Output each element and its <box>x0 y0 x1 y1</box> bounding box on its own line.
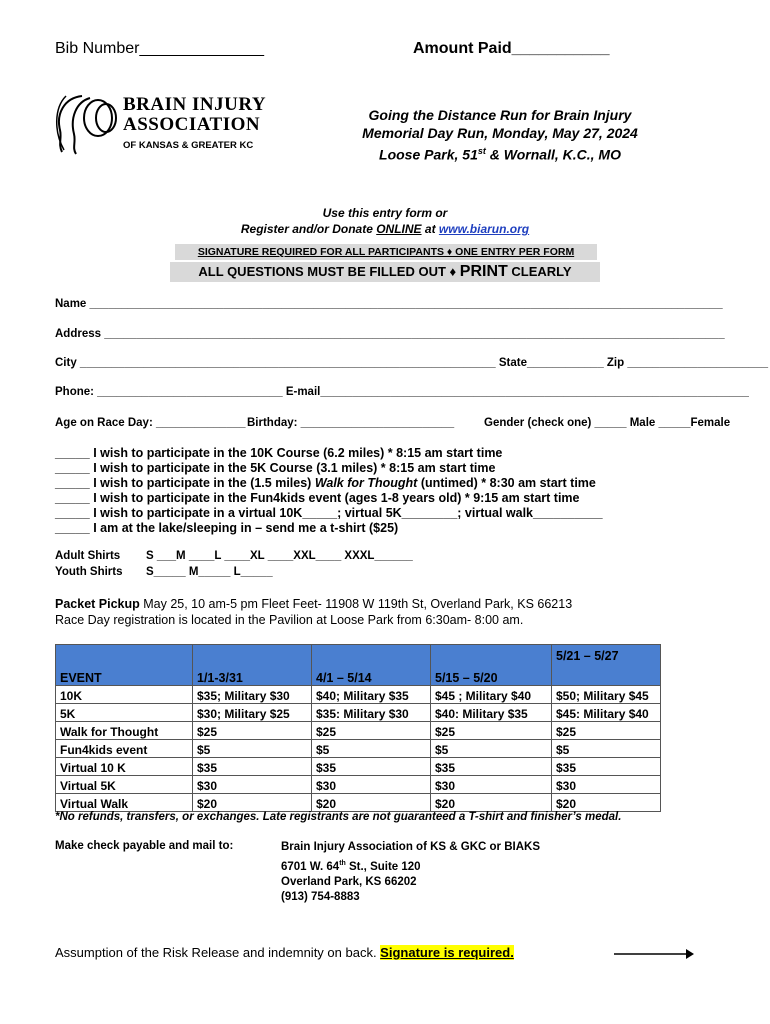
option-5k: _____ I wish to participate in the 5K Course (3.1 miles) * 8:15 am start time <box>55 461 496 475</box>
signature-notice: SIGNATURE REQUIRED FOR ALL PARTICIPANTS ♦ ONE ENTRY PER FORM <box>197 246 575 258</box>
table-cell: $45: Military $40 <box>552 704 661 722</box>
table-cell: $5 <box>193 740 312 758</box>
header-event: EVENT <box>56 645 193 686</box>
age-field: Age on Race Day: ______________ <box>55 417 246 429</box>
gender-field: Gender (check one) _____ Male _____Female <box>484 417 731 429</box>
table-cell: Fun4kids event <box>56 740 193 758</box>
mail-line2: 6701 W. 64th St., Suite 120 <box>281 859 421 873</box>
table-cell: $5 <box>552 740 661 758</box>
option-tshirt: _____ I am at the lake/sleeping in – send me a t-shirt ($25) <box>55 521 399 535</box>
phone-email-field: Phone: _____________________________ E-mail___________________________________________________________________ <box>55 386 749 398</box>
table-row <box>56 686 661 704</box>
head-profile-icon <box>52 92 122 156</box>
header-period-4: 5/21 – 5/27 <box>552 645 661 686</box>
youth-shirts-label: Youth Shirts <box>55 566 123 578</box>
youth-shirt-sizes: S_____ M_____ L_____ <box>146 566 273 578</box>
adult-shirt-sizes: S ___M ____L ____XL ____XXL____ XXXL______ <box>146 550 413 562</box>
event-title <box>340 106 660 164</box>
signature-required: Signature is required. <box>380 945 514 960</box>
arrow-right-icon <box>612 946 696 962</box>
option-10k: _____ I wish to participate in the 10K Course (6.2 miles) * 8:15 am start time <box>55 446 503 460</box>
table-cell: $50; Military $45 <box>552 686 661 704</box>
table-row <box>56 776 661 794</box>
fees-table <box>55 644 661 812</box>
event-title-line1: Going the Distance Run for Brain Injury <box>368 107 632 123</box>
mail-line4: (913) 754-8883 <box>281 891 360 904</box>
header-period-2: 4/1 – 5/14 <box>312 645 431 686</box>
table-cell: $40; Military $35 <box>312 686 431 704</box>
table-cell: $25 <box>552 722 661 740</box>
questions-notice: ALL QUESTIONS MUST BE FILLED OUT ♦ PRINT CLEARLY <box>198 263 572 280</box>
fees-header-row <box>56 645 661 686</box>
option-fun4kids: _____ I wish to participate in the Fun4kids event (ages 1-8 years old) * 9:15 am start time <box>55 491 580 505</box>
organization-logo <box>52 92 267 156</box>
participation-options <box>55 446 603 536</box>
table-row <box>56 740 661 758</box>
website-link[interactable]: www.biarun.org <box>438 222 530 236</box>
event-title-line3: Loose Park, 51st & Wornall, K.C., MO <box>379 146 621 163</box>
table-cell: $35 <box>312 758 431 776</box>
mail-line1: Brain Injury Association of KS & GKC or BIAKS <box>281 841 540 853</box>
table-cell: $35; Military $30 <box>193 686 312 704</box>
table-cell: $35: Military $30 <box>312 704 431 722</box>
table-row <box>56 758 661 776</box>
option-walk: _____ I wish to participate in the (1.5 miles) Walk for Thought (untimed) * 8:30 am start time <box>55 476 596 490</box>
adult-shirts-label: Adult Shirts <box>55 550 121 562</box>
table-cell: $40: Military $35 <box>431 704 552 722</box>
signature-notice-bar <box>175 244 597 260</box>
logo-text-line1: BRAIN INJURY <box>123 94 267 115</box>
table-cell: $20 <box>193 794 312 812</box>
logo-text-line3: OF KANSAS & GREATER KC <box>123 140 254 151</box>
table-cell: $25 <box>312 722 431 740</box>
footer-release: Assumption of the Risk Release and indemnity on back. Signature is required. <box>55 945 514 960</box>
name-field: Name ___________________________________________________________________________________________________ <box>55 298 723 310</box>
online-line1: Use this entry form or <box>322 206 448 220</box>
table-cell: $20 <box>431 794 552 812</box>
table-cell: 10K <box>56 686 193 704</box>
table-cell: $35 <box>431 758 552 776</box>
city-state-zip-field: City _________________________________________________________________ State____________ Zip ______________________ <box>55 357 769 369</box>
table-cell: $5 <box>312 740 431 758</box>
address-field: Address _________________________________________________________________________________________________ <box>55 328 725 340</box>
table-row <box>56 722 661 740</box>
table-cell: $35 <box>193 758 312 776</box>
mailing-address <box>281 840 540 906</box>
logo-text-line2: ASSOCIATION <box>123 114 261 135</box>
header-period-1: 1/1-3/31 <box>193 645 312 686</box>
refund-note: *No refunds, transfers, or exchanges. Late registrants are not guaranteed a T-shirt and finisher’s medal. <box>55 811 622 823</box>
event-title-line2: Memorial Day Run, Monday, May 27, 2024 <box>362 125 638 141</box>
table-cell: $20 <box>312 794 431 812</box>
bib-number-field: Bib Number______________ <box>55 40 265 57</box>
table-cell: $30 <box>552 776 661 794</box>
table-cell: $20 <box>552 794 661 812</box>
table-cell: Virtual 5K <box>56 776 193 794</box>
online-line2: Register and/or Donate ONLINE at www.biarun.org <box>240 222 530 236</box>
table-cell: $30 <box>193 776 312 794</box>
table-cell: $35 <box>552 758 661 776</box>
table-cell: Walk for Thought <box>56 722 193 740</box>
table-cell: Virtual Walk <box>56 794 193 812</box>
table-cell: $45 ; Military $40 <box>431 686 552 704</box>
amount-paid-field: Amount Paid___________ <box>413 40 610 57</box>
table-cell: $30 <box>431 776 552 794</box>
questions-notice-bar <box>170 262 600 282</box>
table-row <box>56 794 661 812</box>
table-row <box>56 704 661 722</box>
mail-label: Make check payable and mail to: <box>55 840 234 852</box>
mail-line3: Overland Park, KS 66202 <box>281 875 417 888</box>
table-cell: Virtual 10 K <box>56 758 193 776</box>
table-cell: $30 <box>312 776 431 794</box>
table-cell: $30; Military $25 <box>193 704 312 722</box>
race-day-registration: Race Day registration is located in the Pavilion at Loose Park from 6:30am- 8:00 am. <box>55 613 524 627</box>
table-cell: 5K <box>56 704 193 722</box>
option-virtual: _____ I wish to participate in a virtual 10K_____; virtual 5K________; virtual walk__________ <box>55 506 603 520</box>
packet-pickup: Packet Pickup May 25, 10 am-5 pm Fleet Feet- 11908 W 119th St, Overland Park, KS 66213 <box>55 597 573 611</box>
table-cell: $5 <box>431 740 552 758</box>
header-period-3: 5/15 – 5/20 <box>431 645 552 686</box>
table-cell: $25 <box>193 722 312 740</box>
birthday-field: Birthday: ________________________ <box>247 417 455 429</box>
table-cell: $25 <box>431 722 552 740</box>
